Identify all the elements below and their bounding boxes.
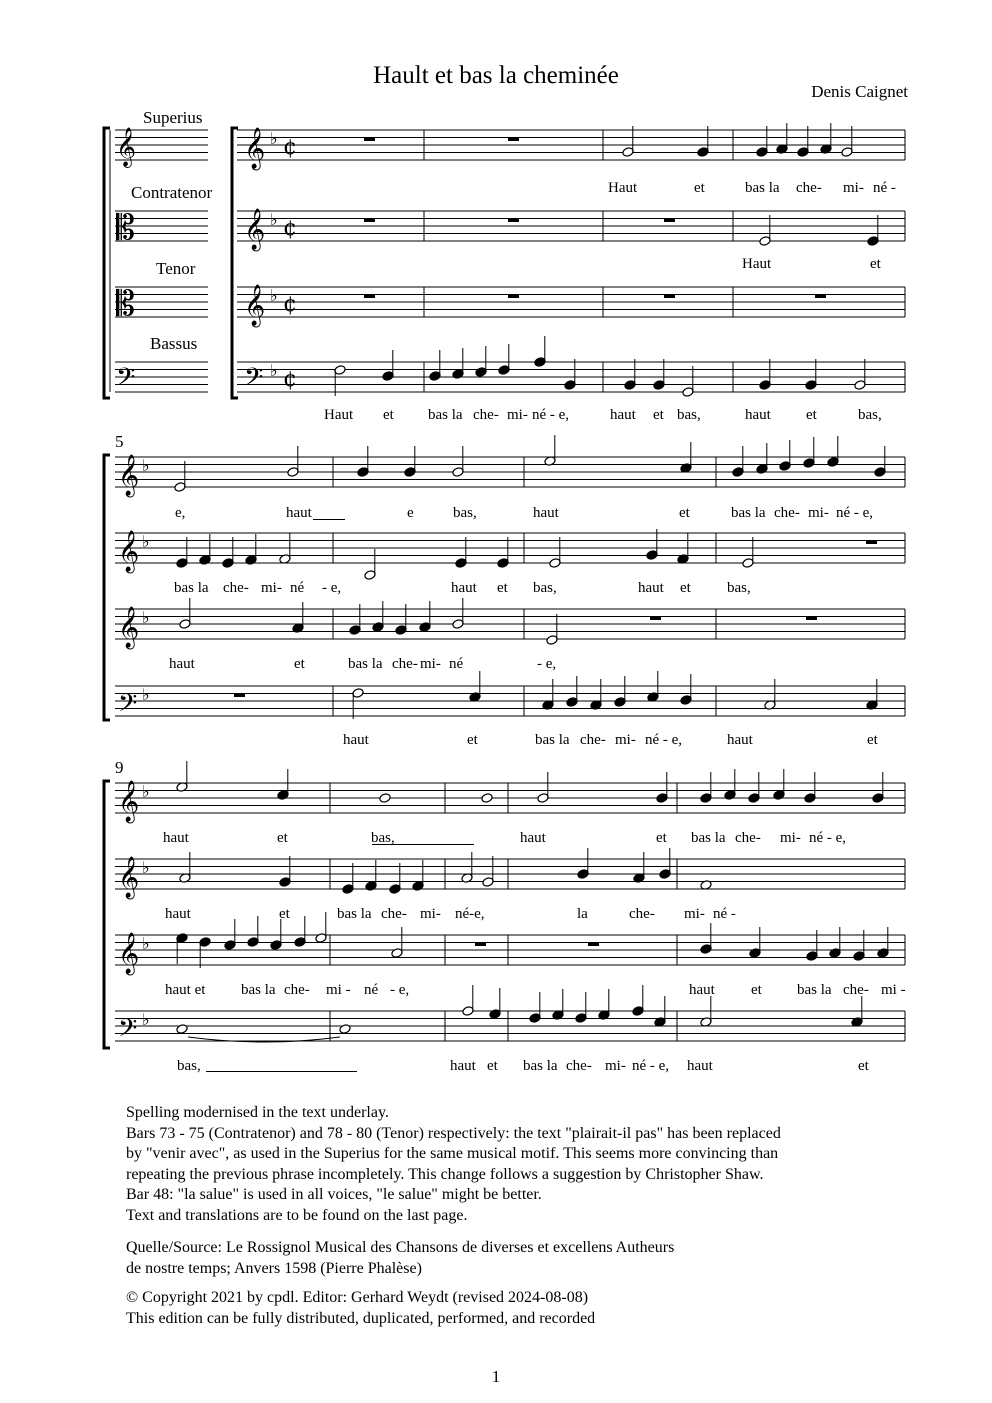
clef: 𝄢: [118, 1014, 138, 1049]
lyric-syllable: et: [694, 180, 705, 196]
lyric-syllable: bas la: [337, 906, 372, 922]
key-signature: ♭: [270, 286, 278, 305]
lyric-syllable: che-: [735, 830, 761, 846]
key-signature: ♭: [142, 934, 150, 953]
lyric-syllable: - e,: [322, 580, 342, 596]
bar-number-9: 9: [115, 758, 124, 777]
lyric-syllable: che-: [843, 982, 869, 998]
rest: [664, 295, 675, 299]
key-signature: ♭: [142, 456, 150, 475]
source-line: de nostre temps; Anvers 1598 (Pierre Phalèse): [126, 1259, 422, 1277]
lyric-syllable: et: [751, 982, 762, 998]
lyric-syllable: bas la: [523, 1058, 558, 1074]
lyric-syllable: né -: [873, 180, 896, 196]
lyric-syllable: né - e,: [645, 732, 683, 748]
note-line: Spelling modernised in the text underlay.: [126, 1104, 389, 1121]
key-signature: ♭: [270, 210, 278, 229]
lyric-syllable: et: [467, 732, 478, 748]
lyric-syllable: mi-: [843, 180, 864, 196]
lyric-syllable: haut: [520, 830, 546, 846]
rest: [588, 943, 599, 947]
lyric-syllable: mi-: [780, 830, 801, 846]
rest: [664, 219, 675, 223]
lyric-syllable: che-: [629, 906, 655, 922]
note-line: Text and translations are to be found on the last page.: [126, 1206, 468, 1224]
melisma-line: [372, 844, 474, 845]
lyric-syllable: mi-: [605, 1058, 626, 1074]
lyric-syllable: et: [279, 906, 290, 922]
lyric-syllable: et: [867, 732, 878, 748]
rest: [364, 295, 375, 299]
clef: 𝄞: [118, 531, 140, 572]
lyric-syllable: bas,: [533, 580, 557, 596]
page-number: 1: [491, 1367, 501, 1386]
note-line: Bars 73 - 75 (Contratenor) and 78 - 80 (Tenor) respectively: the text "plairait-il pas" has been replaced: [126, 1124, 781, 1142]
clef: 𝄞: [244, 209, 266, 250]
lyric-syllable: la: [577, 906, 588, 922]
note: [481, 793, 493, 804]
lyric-syllable: né -: [713, 906, 736, 922]
lyric-syllable: bas la: [691, 830, 726, 846]
lyric-syllable: bas la: [241, 982, 276, 998]
clef: 𝄞: [118, 455, 140, 496]
key-signature: ♭: [142, 685, 150, 704]
lyric-syllable: che-: [580, 732, 606, 748]
copyright-line: © Copyright 2021 by cpdl. Editor: Gerhard Weydt (revised 2024-08-08): [126, 1289, 589, 1306]
rest: [234, 694, 245, 698]
lyric-syllable: mi-: [808, 505, 829, 521]
editorial-notes: [126, 1103, 926, 1329]
voice-label-superius: Superius: [143, 108, 203, 127]
rest: [475, 943, 486, 947]
lyric-syllable: haut: [165, 906, 191, 922]
lyric-syllable: mi-: [615, 732, 636, 748]
lyric-syllable: e,: [175, 505, 186, 521]
lyric-syllable: né: [449, 656, 464, 672]
lyric-syllable: che-: [774, 505, 800, 521]
lyric-syllable: bas,: [858, 407, 882, 423]
time-signature: ¢: [283, 135, 297, 160]
lyric-syllable: - e,: [390, 982, 410, 998]
lyric-syllable: mi-: [420, 906, 441, 922]
lyric-syllable: haut: [610, 407, 636, 423]
lyric-syllable: né-e,: [455, 906, 485, 922]
lyric-syllable: bas la: [797, 982, 832, 998]
lyric-syllable: bas,: [677, 407, 701, 423]
lyric-syllable: Haut: [742, 256, 772, 272]
lyric-syllable: haut: [638, 580, 664, 596]
note: [176, 1024, 188, 1035]
clef: 𝄢: [244, 363, 264, 398]
lyric-syllable: haut: [343, 732, 369, 748]
lyric-syllable: mi -: [881, 982, 906, 998]
lyric-syllable: né: [290, 580, 305, 596]
lyric-syllable: haut: [687, 1058, 713, 1074]
lyric-syllable: haut: [533, 505, 559, 521]
lyric-syllable: né - e,: [836, 505, 874, 521]
lyric-syllable: et: [294, 656, 305, 672]
rest: [364, 138, 375, 142]
rest: [815, 295, 826, 299]
lyric-syllable: che-: [473, 407, 499, 423]
lyric-syllable: haut: [450, 1058, 476, 1074]
lyric-syllable: né - e,: [532, 407, 570, 423]
lyric-syllable: che-: [284, 982, 310, 998]
clef: 𝄞: [244, 285, 266, 326]
voice-label-tenor: Tenor: [156, 259, 196, 278]
lyric-syllable: bas la: [174, 580, 209, 596]
rest: [364, 219, 375, 223]
composer-name: Denis Caignet: [811, 82, 908, 101]
lyric-syllable: mi-: [684, 906, 705, 922]
key-signature: ♭: [142, 532, 150, 551]
clef: 𝄞: [118, 933, 140, 974]
lyric-syllable: - e,: [537, 656, 557, 672]
system-bracket: [104, 781, 110, 1048]
time-signature: ¢: [283, 216, 297, 241]
voice-label-bassus: Bassus: [150, 334, 198, 353]
lyric-syllable: haut: [727, 732, 753, 748]
lyric-syllable: et: [870, 256, 881, 272]
lyric-syllable: haut: [689, 982, 715, 998]
lyric-syllable: et: [487, 1058, 498, 1074]
voice-label-contratenor: Contratenor: [131, 183, 213, 202]
lyric-syllable: bas la: [731, 505, 766, 521]
source-line: Quelle/Source: Le Rossignol Musical des Chansons de diverses et excellens Autheurs: [126, 1239, 675, 1256]
lyric-syllable: et: [806, 407, 817, 423]
note-line: Bar 48: "la salue" is used in all voices, "le salue" might be better.: [126, 1186, 542, 1203]
lyric-syllable: et: [656, 830, 667, 846]
time-signature: ¢: [283, 367, 297, 392]
rest: [650, 617, 661, 621]
incipit-clef: 𝄞: [116, 127, 137, 167]
system-bracket: [104, 455, 110, 720]
lyric-syllable: mi-: [261, 580, 282, 596]
rest: [508, 295, 519, 299]
lyric-syllable: né - e,: [809, 830, 847, 846]
lyric-syllable: mi-: [420, 656, 441, 672]
lyric-syllable: et: [277, 830, 288, 846]
lyric-syllable: bas,: [371, 830, 395, 846]
lyric-syllable: et: [653, 407, 664, 423]
key-signature: ♭: [142, 782, 150, 801]
clef: 𝄞: [244, 128, 266, 169]
note-line: by "venir avec", as used in the Superius for the same musical motif. This seems more convincing than: [126, 1145, 779, 1162]
lyric-syllable: bas,: [177, 1058, 201, 1074]
lyric-syllable: Haut: [324, 407, 354, 423]
incipit-clef: 𝄡: [116, 208, 135, 248]
clef: 𝄢: [118, 689, 138, 724]
license-line: This edition can be fully distributed, duplicated, performed, and recorded: [126, 1309, 596, 1327]
system-bracket: [232, 128, 238, 398]
lyric-syllable: haut et: [165, 982, 206, 998]
rest: [866, 541, 877, 545]
lyric-syllable: haut: [451, 580, 477, 596]
lyric-syllable: che-: [381, 906, 407, 922]
key-signature: ♭: [142, 1010, 150, 1029]
lyric-syllable: mi-: [507, 407, 528, 423]
rest: [806, 617, 817, 621]
lyric-syllable: et: [679, 505, 690, 521]
time-signature: ¢: [283, 292, 297, 317]
key-signature: ♭: [142, 858, 150, 877]
lyric-syllable: né: [364, 982, 379, 998]
note-line: repeating the previous phrase incompletely. This change follows a suggestion by Christopher Shaw.: [126, 1165, 764, 1183]
lyric-syllable: e: [407, 505, 414, 521]
clef: 𝄞: [118, 857, 140, 898]
melisma-line: [313, 519, 345, 520]
key-signature: ♭: [270, 361, 278, 380]
page-title: Hault et bas la cheminée: [373, 62, 619, 89]
note: [379, 793, 391, 804]
lyric-syllable: bas la: [745, 180, 780, 196]
lyric-syllable: né - e,: [632, 1058, 670, 1074]
lyric-syllable: et: [383, 407, 394, 423]
lyric-syllable: haut: [745, 407, 771, 423]
clef: 𝄞: [118, 781, 140, 822]
lyric-syllable: che-: [566, 1058, 592, 1074]
lyric-syllable: haut: [163, 830, 189, 846]
melisma-line: [206, 1071, 357, 1072]
lyric-syllable: bas la: [348, 656, 383, 672]
lyric-syllable: che-: [223, 580, 249, 596]
lyric-syllable: et: [497, 580, 508, 596]
lyric-syllable: che-: [796, 180, 822, 196]
lyric-syllable: Haut: [608, 180, 638, 196]
lyric-syllable: et: [680, 580, 691, 596]
lyric-syllable: che-: [392, 656, 418, 672]
lyric-syllable: haut: [169, 656, 195, 672]
incipit-clef: 𝄢: [116, 363, 136, 398]
key-signature: ♭: [270, 129, 278, 148]
rest: [508, 138, 519, 142]
clef: 𝄞: [118, 607, 140, 648]
bar-number-5: 5: [115, 432, 124, 451]
lyric-syllable: bas la: [428, 407, 463, 423]
lyric-syllable: bas,: [453, 505, 477, 521]
lyric-syllable: et: [858, 1058, 869, 1074]
lyric-syllable: haut: [286, 505, 312, 521]
lyric-syllable: bas la: [535, 732, 570, 748]
note: [339, 1024, 351, 1035]
rest: [508, 219, 519, 223]
key-signature: ♭: [142, 608, 150, 627]
system-bracket: [104, 128, 110, 398]
lyric-syllable: mi -: [326, 982, 351, 998]
incipit-clef: 𝄡: [116, 284, 135, 324]
lyric-syllable: bas,: [727, 580, 751, 596]
